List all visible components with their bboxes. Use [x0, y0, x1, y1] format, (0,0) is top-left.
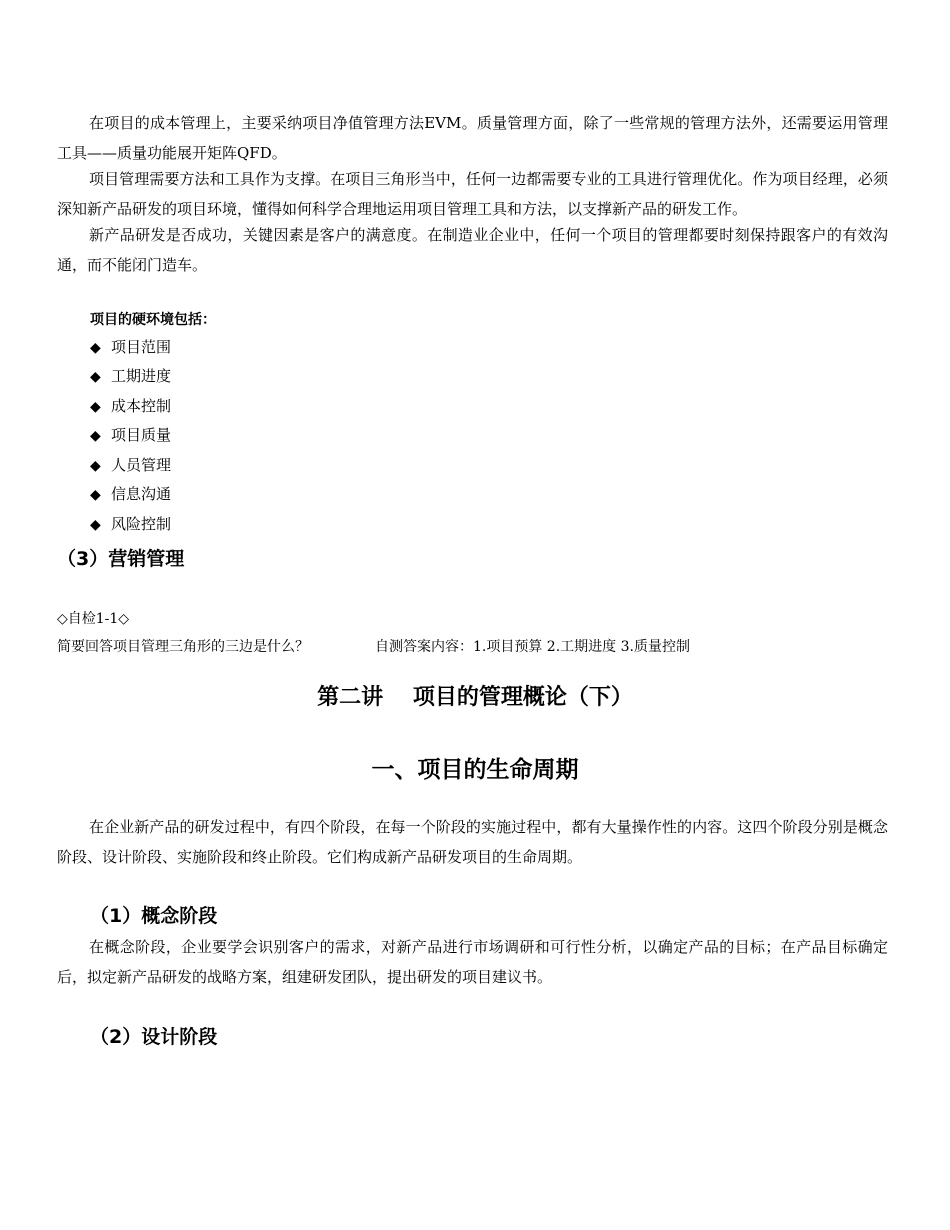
lecture-title: 第二讲 项目的管理概论（下） — [317, 685, 633, 710]
marketing-management-heading: （3）营销管理 — [57, 548, 185, 570]
hard-env-item: ◆ 项目范围 — [90, 338, 172, 356]
diamond-bullet-icon: ◆ — [90, 340, 101, 356]
intro-paragraph-cost-quality: 在项目的成本管理上，主要采纳项目净值管理方法EVM。质量管理方面，除了一些常规的管理方法外，还需要运用管理工具——质量功能展开矩阵QFD。 — [57, 114, 888, 162]
hard-env-item: ◆ 风险控制 — [90, 515, 172, 533]
hard-env-item: ◆ 项目质量 — [90, 426, 172, 444]
diamond-bullet-icon: ◆ — [90, 487, 101, 503]
design-stage-heading: （2）设计阶段 — [90, 1026, 218, 1048]
hard-env-item: ◆ 工期进度 — [90, 367, 172, 385]
diamond-bullet-icon: ◆ — [90, 517, 101, 533]
diamond-bullet-icon: ◆ — [90, 399, 101, 415]
hard-env-item: ◆ 人员管理 — [90, 456, 172, 474]
hard-environment-label: 项目的硬环境包括： — [90, 312, 216, 328]
hard-env-item: ◆ 信息沟通 — [90, 485, 172, 503]
self-check-title: ◇自检1-1◇ — [57, 611, 130, 627]
hard-env-item: ◆ 成本控制 — [90, 397, 172, 415]
self-check-question: 简要回答项目管理三角形的三边是什么？ — [57, 639, 309, 655]
concept-stage-paragraph: 在概念阶段，企业要学会识别客户的需求，对新产品进行市场调研和可行性分析，以确定产品的目标；在产品目标确定后，拟定新产品研发的战略方案，组建研发团队，提出研发的项目建议书。 — [57, 938, 888, 986]
diamond-bullet-icon: ◆ — [90, 428, 101, 444]
self-check-answer: 自测答案内容：1.项目预算 2.工期进度 3.质量控制 — [375, 639, 690, 655]
section-title: 一、项目的生命周期 — [371, 757, 579, 783]
intro-paragraph-methods-tools: 项目管理需要方法和工具作为支撑。在项目三角形当中，任何一边都需要专业的工具进行管理优化。作为项目经理，必须深知新产品研发的项目环境，懂得如何科学合理地运用项目管理工具和方法，以支撑新产品的研发工作。 — [57, 170, 888, 218]
diamond-bullet-icon: ◆ — [90, 458, 101, 474]
intro-paragraph-customer-satisfaction: 新产品研发是否成功，关键因素是客户的满意度。在制造业企业中，任何一个项目的管理都要时刻保持跟客户的有效沟通，而不能闭门造车。 — [57, 226, 888, 274]
diamond-bullet-icon: ◆ — [90, 369, 101, 385]
concept-stage-heading: （1）概念阶段 — [90, 905, 218, 927]
lifecycle-paragraph: 在企业新产品的研发过程中，有四个阶段，在每一个阶段的实施过程中，都有大量操作性的内容。这四个阶段分别是概念阶段、设计阶段、实施阶段和终止阶段。它们构成新产品研发项目的生命周期。 — [57, 818, 888, 866]
